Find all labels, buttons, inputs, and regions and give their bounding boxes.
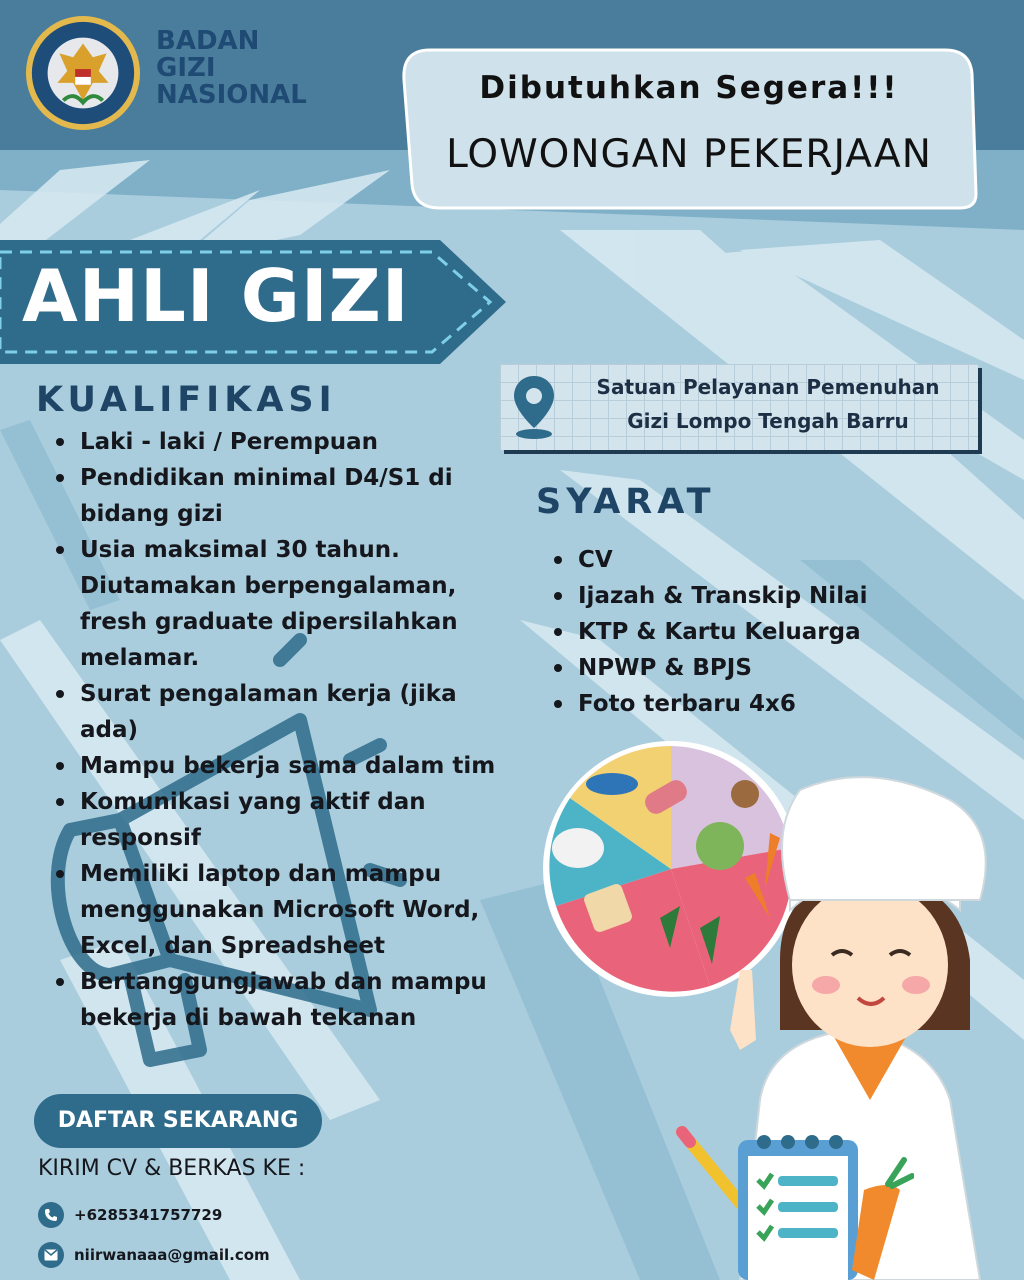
requirements-heading: SYARAT <box>536 482 716 522</box>
mail-icon <box>38 1242 64 1268</box>
list-item: Laki - laki / Perempuan <box>52 424 512 460</box>
list-item: KTP & Kartu Keluarga <box>550 614 950 650</box>
list-item: Memiliki laptop dan mampu menggunakan Microsoft Word, Excel, dan Spreadsheet <box>52 856 512 964</box>
requirements-list <box>550 542 950 722</box>
badan-gizi-nasional-logo <box>24 14 142 132</box>
location-line: Satuan Pelayanan Pemenuhan <box>596 375 940 399</box>
map-pin-icon <box>510 372 558 442</box>
list-item: Foto terbaru 4x6 <box>550 686 950 722</box>
org-name-line: BADAN <box>156 26 260 56</box>
location-text <box>566 370 970 438</box>
list-item: Surat pengalaman kerja (jika ada) <box>52 676 512 748</box>
position-title: AHLI GIZI <box>22 254 410 338</box>
send-to-label: KIRIM CV & BERKAS KE : <box>38 1156 306 1181</box>
email-contact[interactable] <box>38 1242 270 1268</box>
list-item: Bertanggungjawab dan mampu bekerja di bawah tekanan <box>52 964 512 1036</box>
org-name-line: NASIONAL <box>156 80 307 110</box>
urgent-text: Dibutuhkan Segera!!! <box>479 70 899 106</box>
org-name-line: GIZI <box>156 53 216 83</box>
list-item: Usia maksimal 30 tahun. Diutamakan berpengalaman, fresh graduate dipersilahkan melamar. <box>52 532 512 676</box>
phone-number: +6285341757729 <box>74 1206 223 1224</box>
location-line: Gizi Lompo Tengah Barru <box>627 409 909 433</box>
qualifications-list <box>52 424 512 1036</box>
list-item: Mampu bekerja sama dalam tim <box>52 748 512 784</box>
checklist-illustration <box>674 1120 914 1280</box>
list-item: CV <box>550 542 950 578</box>
job-vacancy-heading: LOWONGAN PEKERJAAN <box>446 132 932 177</box>
list-item: Ijazah & Transkip Nilai <box>550 578 950 614</box>
list-item: Pendidikan minimal D4/S1 di bidang gizi <box>52 460 512 532</box>
list-item: NPWP & BPJS <box>550 650 950 686</box>
email-address: niirwanaaa@gmail.com <box>74 1246 270 1264</box>
phone-contact[interactable] <box>38 1202 222 1228</box>
organization-name <box>156 28 307 109</box>
location-box <box>500 364 978 450</box>
phone-icon <box>38 1202 64 1228</box>
qualifications-heading: KUALIFIKASI <box>36 380 337 420</box>
register-now-button[interactable]: DAFTAR SEKARANG <box>34 1094 322 1148</box>
list-item: Komunikasi yang aktif dan responsif <box>52 784 512 856</box>
